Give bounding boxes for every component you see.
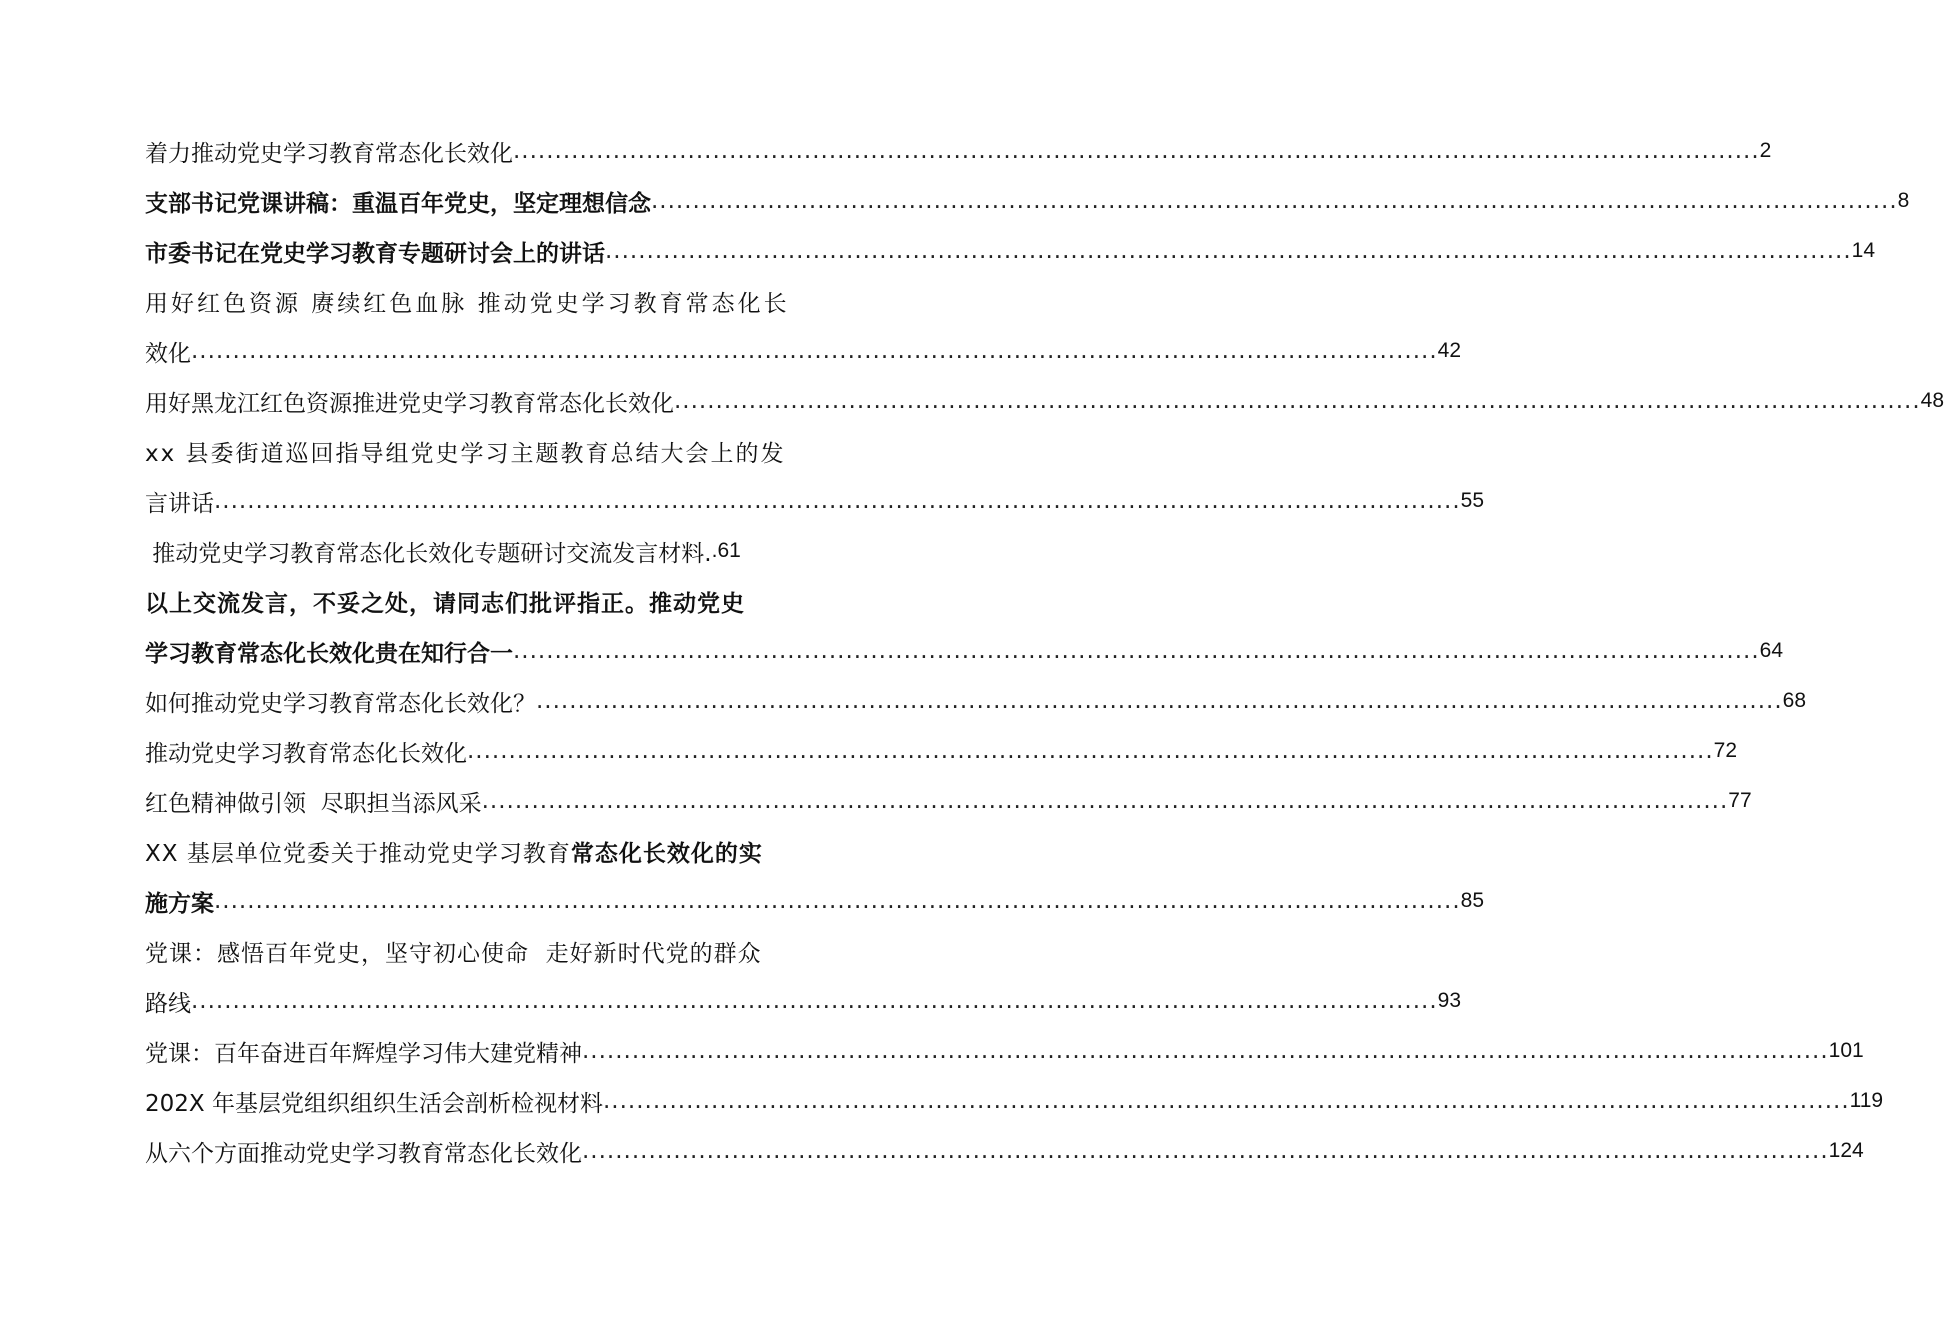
toc-entry[interactable]	[145, 176, 1910, 226]
toc-entry-title: 如何推动党史学习教育常态化长效化？	[145, 690, 536, 717]
dot-leader: ......................................................................................................................................................	[536, 688, 1783, 714]
toc-entry[interactable]	[145, 1026, 1864, 1076]
toc-entry[interactable]	[145, 576, 1784, 676]
toc-page-number: 14	[1851, 239, 1876, 262]
dot-leader: ......................................................................................................................................................	[602, 1088, 1850, 1114]
toc-page-number: 77	[1728, 789, 1752, 812]
toc-entry-title: 支部书记党课讲稿：重温百年党史，坚定理想信念	[145, 190, 651, 217]
toc-page-number: 64	[1759, 639, 1784, 662]
toc-entry[interactable]	[145, 776, 1752, 826]
toc-page-number: 42	[1437, 339, 1462, 362]
toc-entry-title: 从六个方面推动党史学习教育常态化长效化	[145, 1140, 582, 1167]
toc-entry[interactable]	[145, 226, 1876, 276]
dot-leader: ......................................................................................................................................................	[214, 888, 1461, 914]
toc-entry-title: 党课：百年奋进百年辉煌学习伟大建党精神	[145, 1040, 582, 1067]
toc-entry[interactable]	[145, 826, 1485, 926]
dot-leader: ......................................................................................................................................................	[582, 1038, 1829, 1064]
toc-page-number: 2	[1759, 139, 1772, 162]
toc-entry[interactable]	[145, 526, 807, 576]
dot-leader: ......................................................................................................................................................	[191, 338, 1438, 364]
dot-leader: ......................................................................................................................................................	[513, 138, 1760, 164]
toc-entry[interactable]	[145, 1076, 1884, 1126]
toc-page-number: 8	[1897, 189, 1910, 212]
toc-page-number: 101	[1828, 1039, 1864, 1062]
toc-entry-title: 着力推动党史学习教育常态化长效化	[145, 140, 513, 167]
toc-entry-title-line: XX 基层单位党委关于推动党史学习教育	[145, 840, 571, 867]
toc-entry-title-line: 以上交流发言，不妥之处，请同志们批评指正。推动党史	[145, 590, 745, 617]
toc-entry[interactable]	[145, 726, 1738, 776]
toc-entry-title: 言讲话	[145, 490, 214, 517]
toc-entry-title: 施方案	[145, 890, 214, 917]
toc-entry[interactable]	[145, 1126, 1864, 1176]
dot-leader: ......................................................................................................................................................	[605, 238, 1852, 264]
toc-entry-title-line: 用好红色资源 赓续红色血脉 推动党史学习教育常态化长	[145, 290, 790, 317]
toc-entry[interactable]	[145, 926, 1462, 1026]
dot-leader: ......................................................................................................................................................	[651, 188, 1898, 214]
toc-entry-title-bold: 常态化长效化的实	[570, 840, 763, 867]
toc-entry-title: 推动党史学习教育常态化长效化专题研讨交流发言材料.	[145, 540, 712, 567]
toc-page-number: 68	[1782, 689, 1807, 712]
toc-entry-title: 用好黑龙江红色资源推进党史学习教育常态化长效化	[145, 390, 674, 417]
dot-leader: ......................................................................................................................................................	[481, 788, 1729, 814]
dot-leader: ......................................................................................................................................................	[582, 1138, 1829, 1164]
table-of-contents	[145, 126, 1944, 1176]
toc-entry[interactable]	[145, 276, 1462, 376]
toc-entry[interactable]	[145, 676, 1807, 726]
dot-leader: ......................................................................................................................................................	[191, 988, 1438, 1014]
toc-entry[interactable]	[145, 426, 1485, 526]
toc-entry-title: 效化	[145, 340, 191, 367]
toc-page-number: 119	[1849, 1089, 1884, 1112]
toc-entry-title: 202X 年基层党组织组织生活会剖析检视材料	[145, 1090, 603, 1117]
toc-entry-title-line: xx 县委街道巡回指导组党史学习主题教育总结大会上的发	[145, 440, 786, 467]
toc-entry-title: 路线	[145, 990, 191, 1017]
toc-page-number: 124	[1828, 1139, 1864, 1162]
toc-entry-title: 红色精神做引领 尽职担当添风采	[145, 790, 482, 817]
dot-leader: ......................................................................................................................................................	[214, 488, 1461, 514]
toc-entry-title: 学习教育常态化长效化贵在知行合一	[145, 640, 513, 667]
toc-entry[interactable]	[145, 126, 1772, 176]
toc-page-number: 48	[1920, 389, 1944, 412]
toc-entry-title: 推动党史学习教育常态化长效化	[145, 740, 467, 767]
toc-page-number: 85	[1460, 889, 1485, 912]
dot-leader: ......................................................................................................................................................	[513, 638, 1760, 664]
toc-entry-title: 市委书记在党史学习教育专题研讨会上的讲话	[145, 240, 605, 267]
toc-page-number: 93	[1437, 989, 1462, 1012]
toc-entry[interactable]	[145, 376, 1944, 426]
toc-page-number: .61	[711, 539, 741, 562]
toc-page-number: 72	[1713, 739, 1738, 762]
dot-leader: ......................................................................................................................................................	[467, 738, 1714, 764]
dot-leader: ......................................................................................................................................................	[674, 388, 1921, 414]
toc-entry-title-line: 党课：感悟百年党史，坚守初心使命 走好新时代党的群众	[145, 940, 762, 967]
toc-page-number: 55	[1460, 489, 1485, 512]
